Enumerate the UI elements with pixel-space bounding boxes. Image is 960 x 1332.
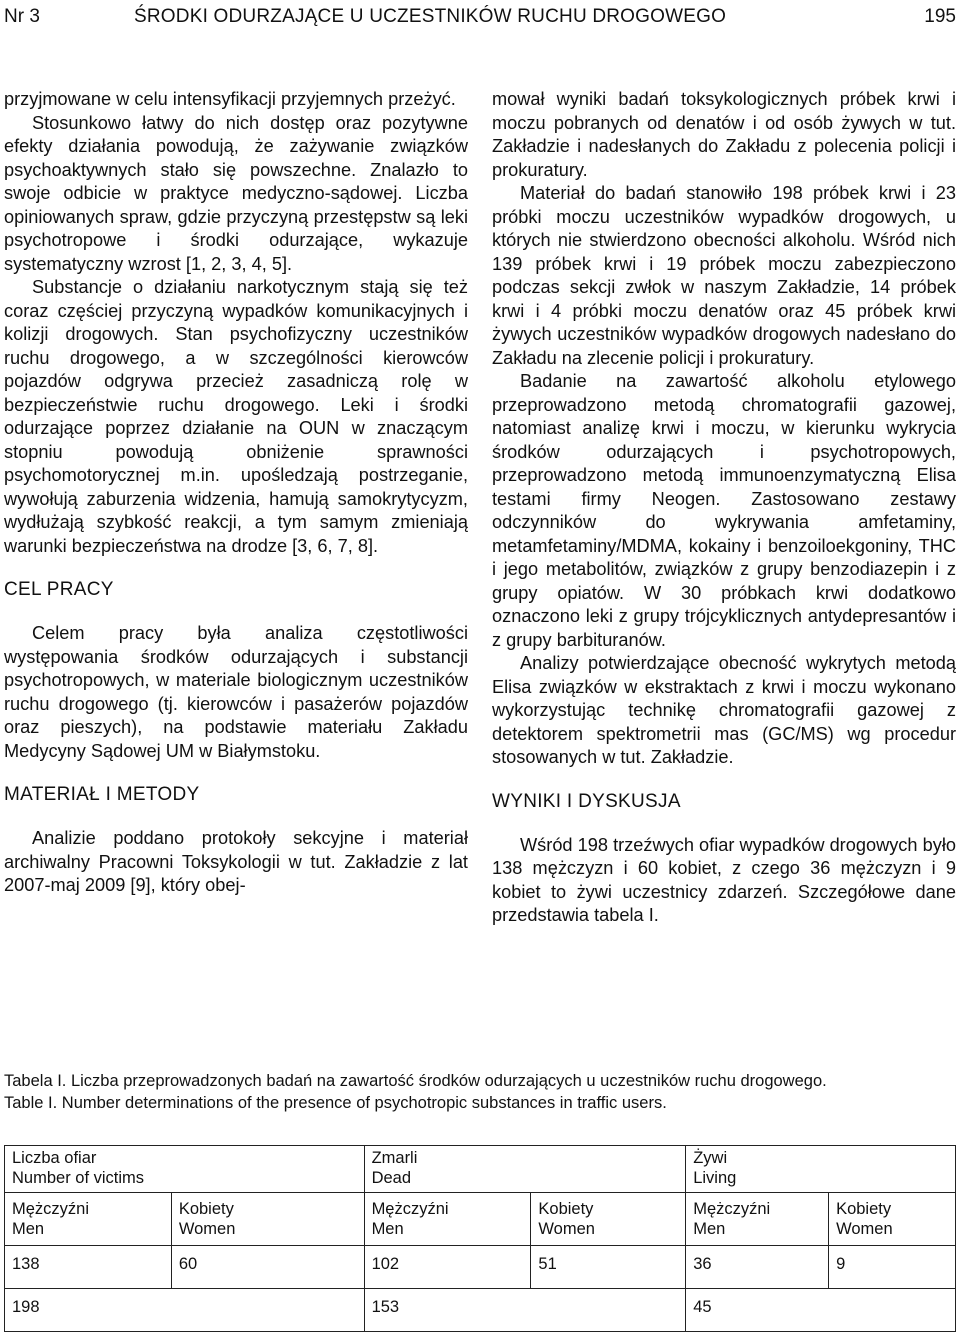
table-cell: 51: [531, 1246, 686, 1289]
material-paragraph: Materiał do badań stanowiło 198 próbek krwi i 23 próbki moczu uczestników wypadków drogowych, u których nie stwierdzono obecności alkoholu. Wśród nich 139 próbek krwi i 19 próbek moczu zabezpieczono podczas sekcji zwłok w naszym Zakładzie, 14 próbek krwi i 4 próbki moczu denatów oraz 45 próbek krwi żywych uczestników wypadków drogowych nadesłano do Zakładu na zlecenie policji i prokuratury.: [492, 183, 956, 368]
running-header: [4, 4, 956, 30]
table-caption-en: Table I. Number determinations of the presence of psychotropic substances in traffic users.: [4, 1094, 667, 1112]
table-cell: 198: [5, 1289, 365, 1332]
table-cell: 9: [829, 1246, 956, 1289]
table-subheader-row: [5, 1193, 956, 1246]
page-number: 195: [924, 6, 956, 27]
section-heading-aim: CEL PRACY: [4, 579, 114, 600]
header-cell-living: Żywi Living: [686, 1146, 956, 1193]
table-cell: 60: [171, 1246, 364, 1289]
intro-paragraph-2: Stosunkowo łatwy do nich dostęp oraz pozytywne efekty działania powodują, że zażywanie związków psychoaktywnych stało się powszechne. Znalazło to swoje odbicie w praktyce medyczno-sądowej. Liczba opiniowanych spraw, gdzie przyczyną przestępstw są leki psychotropowe i środki odurzające, wykazuje systematyczny wzrost [1, 2, 3, 4, 5].: [4, 112, 468, 274]
table-row: [5, 1246, 956, 1289]
left-column: [4, 88, 468, 898]
methods-paragraph-cont: mował wyniki badań toksykologicznych próbek krwi i moczu pobranych od denatów i od osób żywych w tut. Zakładzie i nadesłanych do Zakładu z polecenia policji i prokuratury.: [492, 89, 956, 180]
header-cell-victims: Liczba ofiar Number of victims: [5, 1146, 365, 1193]
table-header-row: [5, 1146, 956, 1193]
results-table: [4, 1145, 956, 1332]
confirmation-paragraph: Analizy potwierdzające obecność wykrytych metodą Elisa związków w ekstraktach z krwi i moczu wykonano wykorzystując technikę chromatografii gazowej z detektorem spektrometrii mas (GC/MS) wg procedur stosowanych w tut. Zakładzie.: [492, 653, 956, 767]
subheader-cell: Mężczyźni Men: [5, 1193, 172, 1246]
table-caption: [4, 1070, 956, 1114]
table-cell: 45: [686, 1289, 956, 1332]
running-title: ŚRODKI ODURZAJĄCE U UCZESTNIKÓW RUCHU DROGOWEGO: [134, 6, 727, 27]
subheader-cell: Mężczyźni Men: [364, 1193, 531, 1246]
table-row-totals: [5, 1289, 956, 1332]
section-heading-methods: MATERIAŁ I METODY: [4, 784, 200, 805]
table-cell: 36: [686, 1246, 829, 1289]
right-column: [492, 88, 956, 928]
subheader-cell: Kobiety Women: [171, 1193, 364, 1246]
subheader-cell: Kobiety Women: [829, 1193, 956, 1246]
subheader-cell: Kobiety Women: [531, 1193, 686, 1246]
methods-paragraph: Analizie poddano protokoły sekcyjne i materiał archiwalny Pracowni Toksykologii w tut. Zakładzie z lat 2007-maj 2009 [9], który obej-: [4, 828, 468, 895]
intro-paragraph-3: Substancje o działaniu narkotycznym stają się też coraz częściej przyczyną wypadków komunikacyjnych i kolizji drogowych. Stan psychofizyczny uczestników ruchu drogowego, a w szczególności kierowców pojazdów odgrywa przecież zasadniczą rolę w bezpieczeństwie ruchu drogowego. Leki i środki odurzające poprzez działanie na OUN w znaczącym stopniu powodują obniżenie sprawności psychomotorycznej m.in. upośledzają postrzeganie, wywołują zaburzenia widzenia, hamują samokrytycyzm, wydłużają szybkość reakcji, a tym samym zmieniają warunki bezpieczeństwa na drodze [3, 6, 7, 8].: [4, 277, 468, 556]
section-heading-results: WYNIKI I DYSKUSJA: [492, 790, 681, 812]
analysis-paragraph: Badanie na zawartość alkoholu etylowego przeprowadzono metodą chromatografii gazowej, natomiast analizę krwi i moczu, w kierunku wykrycia środków odurzających i psychotropowych, przeprowadzono metodą immunoenzymatyczną Elisa testami firmy Neogen. Zastosowano zestawy odczynników do wykrywania amfetaminy, metamfetaminy/MDMA, kokainy i benzoiloekgoniny, THC i jego metabolitów, związków z grupy benzodiazepin i z grupy opiatów. W 30 próbkach krwi dodatkowo oznaczono leki z grupy trójcyklicznych antydepresantów i z grupy barbituranów.: [492, 371, 956, 650]
header-cell-dead: Zmarli Dead: [364, 1146, 686, 1193]
intro-paragraph-1: przyjmowane w celu intensyfikacji przyjemnych przeżyć.: [4, 89, 456, 109]
results-paragraph: Wśród 198 trzeźwych ofiar wypadków drogowych było 138 mężczyzn i 60 kobiet, z czego 36 mężczyzn i 9 kobiet to żywi uczestnicy zdarzeń. Szczegółowe dane przedstawia tabela I.: [492, 834, 956, 925]
table-cell: 138: [5, 1246, 172, 1289]
subheader-cell: Mężczyźni Men: [686, 1193, 829, 1246]
table-cell: 102: [364, 1246, 531, 1289]
journal-issue: Nr 3: [4, 6, 40, 27]
table-caption-pl: Tabela I. Liczba przeprowadzonych badań na zawartość środków odurzających u uczestników ruchu drogowego.: [4, 1072, 827, 1090]
aim-paragraph: Celem pracy była analiza częstotliwości występowania środków odurzających i substancji psychotropowych, w materiale biologicznym uczestników ruchu drogowego (tj. kierowców i pasażerów pojazdów oraz pieszych), na podstawie materiału Zakładu Medycyny Sądowej UM w Białymstoku.: [4, 623, 468, 761]
table-cell: 153: [364, 1289, 686, 1332]
